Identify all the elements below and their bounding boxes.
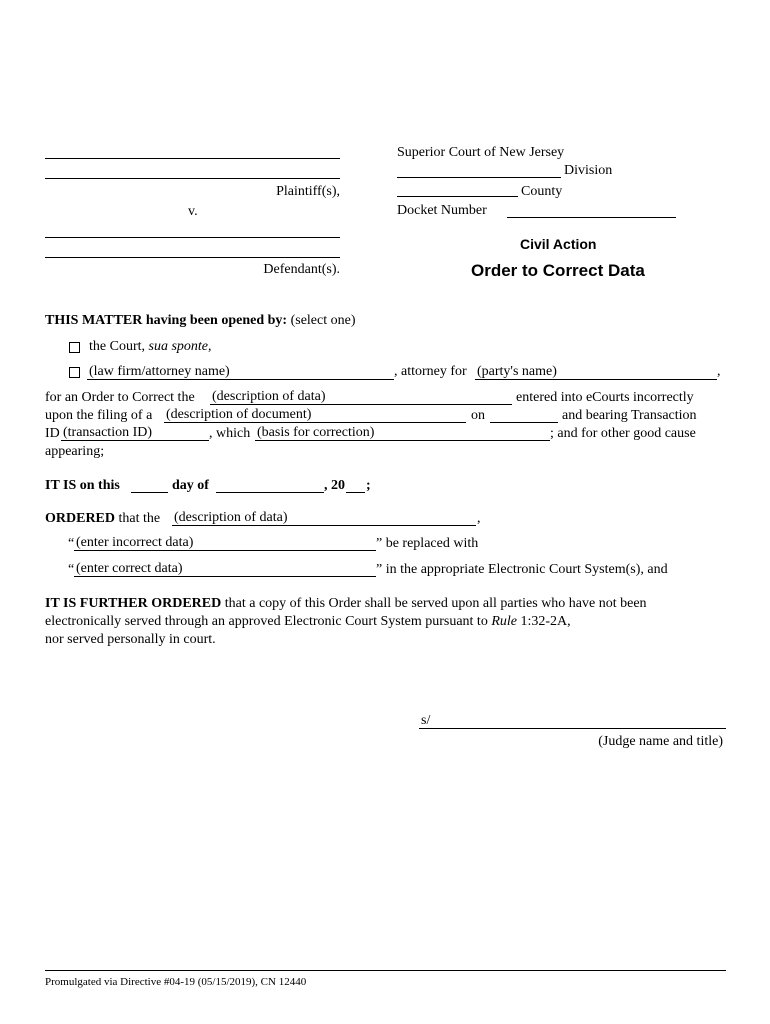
incorrect-data-field[interactable]: (enter incorrect data) bbox=[74, 535, 376, 551]
county-label: County bbox=[521, 184, 563, 199]
further-l1 bbox=[45, 596, 647, 612]
day-field[interactable] bbox=[131, 477, 168, 493]
basis-for-correction-field[interactable]: (basis for correction) bbox=[255, 425, 550, 441]
month-field[interactable] bbox=[216, 477, 324, 493]
defendant-line-1[interactable] bbox=[45, 237, 340, 238]
para-l1-a: for an Order to Correct the bbox=[45, 390, 195, 405]
filing-date-field[interactable] bbox=[490, 407, 558, 423]
plaintiff-label: Plaintiff(s), bbox=[276, 184, 340, 199]
footer-text: Promulgated via Directive #04-19 (05/15/2019), CN 12440 bbox=[45, 976, 307, 988]
option-court-text: the Court, bbox=[89, 339, 145, 354]
defendant-line-2[interactable] bbox=[45, 257, 340, 258]
para-l2-a: upon the filing of a bbox=[45, 408, 153, 423]
docket-number-field[interactable] bbox=[507, 217, 676, 218]
q1-close: ” be replaced with bbox=[376, 536, 479, 551]
docket-label: Docket Number bbox=[397, 203, 487, 218]
ordered-line bbox=[45, 511, 160, 527]
para-l3-c: ; and for other good cause bbox=[550, 426, 696, 441]
ordered-bold: ORDERED bbox=[45, 511, 116, 526]
footer-rule bbox=[45, 970, 726, 971]
option-court bbox=[89, 339, 212, 355]
it-is-b: day of bbox=[172, 478, 209, 493]
para-l3-b: , which bbox=[209, 426, 251, 441]
para-l4: appearing; bbox=[45, 444, 105, 459]
q1-open: “ bbox=[68, 536, 75, 551]
ordered-rest: that the bbox=[118, 511, 161, 526]
division-field[interactable] bbox=[397, 177, 561, 178]
further-l3: nor served personally in court. bbox=[45, 632, 216, 647]
q2-close: ” in the appropriate Electronic Court System(s), and bbox=[376, 562, 668, 577]
further-l2 bbox=[45, 614, 571, 630]
para-l2-b: on bbox=[471, 408, 485, 423]
option-court-tail: , bbox=[208, 339, 212, 354]
ordered-description-field[interactable]: (description of data) bbox=[172, 510, 476, 526]
judge-name-title-label: (Judge name and title) bbox=[598, 734, 723, 749]
law-firm-attorney-field[interactable]: (law firm/attorney name) bbox=[87, 364, 394, 380]
checkbox-attorney[interactable] bbox=[69, 367, 80, 378]
para-l2-c: and bearing Transaction bbox=[562, 408, 697, 423]
further-l2-rule: Rule bbox=[491, 614, 517, 629]
page-title: Order to Correct Data bbox=[471, 261, 645, 280]
ordered-tail: , bbox=[477, 511, 481, 526]
year-field[interactable] bbox=[346, 477, 365, 493]
plaintiff-line-2[interactable] bbox=[45, 178, 340, 179]
it-is-c: , 20 bbox=[324, 478, 345, 493]
it-is-d: ; bbox=[366, 478, 371, 493]
attorney-for-label: , attorney for bbox=[394, 364, 467, 379]
further-l1-rest: that a copy of this Order shall be served upon all parties who have not been bbox=[224, 596, 647, 611]
para-l1-b: entered into eCourts incorrectly bbox=[516, 390, 694, 405]
civil-action-label: Civil Action bbox=[520, 236, 597, 252]
it-is-a: IT IS on this bbox=[45, 478, 120, 493]
further-l2-b: 1:32-2A, bbox=[520, 614, 571, 629]
further-bold: IT IS FURTHER ORDERED bbox=[45, 596, 222, 611]
division-label: Division bbox=[564, 163, 613, 178]
court-name: Superior Court of New Jersey bbox=[397, 145, 565, 160]
defendant-label: Defendant(s). bbox=[263, 262, 340, 277]
transaction-id-field[interactable]: (transaction ID) bbox=[61, 425, 209, 441]
judge-signature-field[interactable] bbox=[419, 713, 726, 729]
versus-label: v. bbox=[188, 204, 198, 219]
party-name-tail: , bbox=[717, 364, 721, 379]
option-court-italic: sua sponte bbox=[148, 339, 208, 354]
plaintiff-line-1[interactable] bbox=[45, 158, 340, 159]
para-l3-a: ID bbox=[45, 426, 60, 441]
party-name-field[interactable]: (party's name) bbox=[475, 364, 717, 380]
q2-open: “ bbox=[68, 562, 75, 577]
signature-prefix: s/ bbox=[421, 713, 431, 728]
correct-data-field[interactable]: (enter correct data) bbox=[74, 561, 376, 577]
further-l2-a: electronically served through an approved Electronic Court System pursuant to bbox=[45, 614, 488, 629]
description-of-document-field[interactable]: (description of document) bbox=[164, 407, 466, 423]
county-field[interactable] bbox=[397, 196, 518, 197]
description-of-data-field[interactable]: (description of data) bbox=[210, 389, 512, 405]
opened-by-line bbox=[45, 313, 356, 329]
checkbox-court-sua-sponte[interactable] bbox=[69, 342, 80, 353]
opened-by-bold: THIS MATTER having been opened by: bbox=[45, 313, 288, 328]
opened-by-rest: (select one) bbox=[290, 313, 356, 328]
